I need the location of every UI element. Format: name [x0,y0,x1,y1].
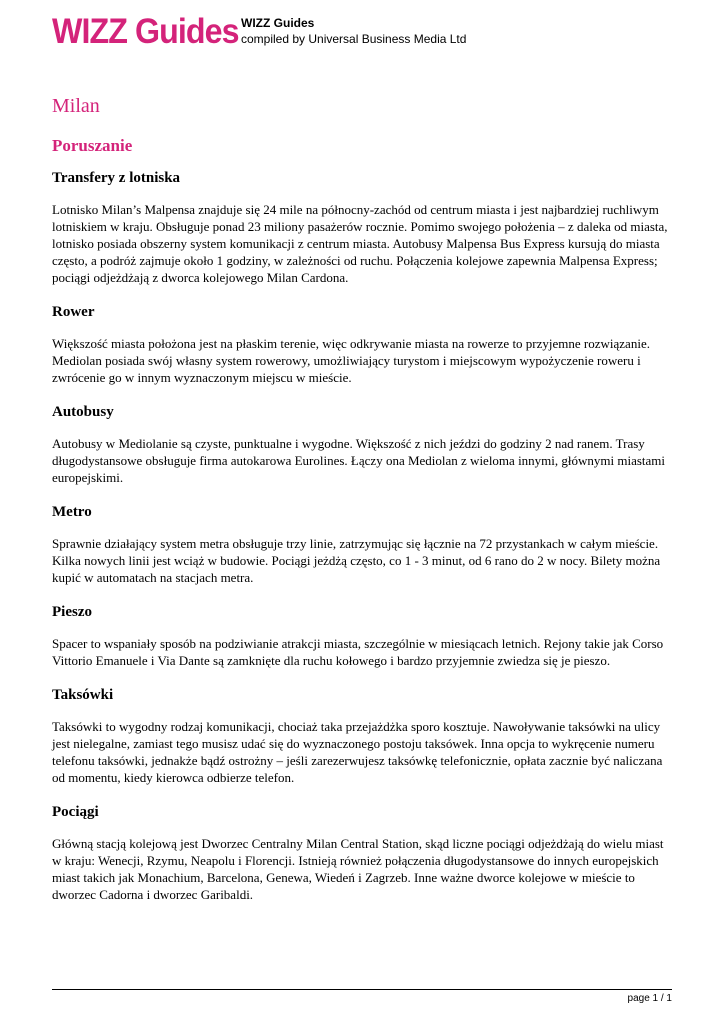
subsection-heading: Autobusy [52,404,114,420]
header-text [241,15,466,47]
section-title: Poruszanie [52,136,133,155]
subsection-text: Lotnisko Milan’s Malpensa znajduje się 24 mile na północny-zachód od centrum miasta i jest najbardziej ruchliwym lotniskiem w kraju. Obsługuje ponad 23 miliony pasażerów rocznie. Pomimo swojego położenia – z daleka od miasta, lotnisko posiada obszerny system komunikacji z centrum miasta. Autobusy Malpensa Bus Express kursują do miasta często, a podróż zajmuje około 1 godziny, w zależności od ruchu. Połączenia kolejowe zapewnia Malpensa Express; pociągi odjeżdżają z dworca kolejowego Milan Cardona. [52,202,668,285]
footer-divider [52,989,672,990]
subsection-heading: Pociągi [52,804,99,820]
subsection-text: Autobusy w Mediolanie są czyste, punktualne i wygodne. Większość z nich jeździ do godziny 2 nad ranem. Trasy długodystansowe obsługuje firma autokarowa Eurolines. Łączy ona Mediolan z wieloma innymi, głównymi miastami europejskimi. [52,436,666,485]
subsection-heading: Taksówki [52,687,114,703]
subsection-text: Sprawnie działający system metra obsługuje trzy linie, zatrzymując się łącznie na 72 przystankach w całym mieście. Kilka nowych linii jest wciąż w budowie. Pociągi jeżdżą często, co 1 - 3 minut, od 6 rano do 2 w nocy. Bilety można kupić w automatach na stacjach metra. [52,536,661,585]
subsection-walking [52,602,672,669]
document-content [52,92,672,903]
city-title: Milan [52,95,100,117]
subsection-heading: Pieszo [52,604,92,620]
subsection-text: Spacer to wspaniały sposób na podziwianie atrakcji miasta, szczególnie w miesiącach letnich. Rejony takie jak Corso Vittorio Emanuele i Via Dante są zamknięte dla ruchu kołowego i bardzo przyjemnie zwiedza się je pieszo. [52,636,664,668]
subsection-buses [52,402,672,486]
subsection-heading: Transfery z lotniska [52,170,181,186]
header-title: WIZZ Guides [241,16,315,30]
subsection-metro [52,502,672,586]
subsection-trains [52,802,672,903]
subsection-heading: Rower [52,304,95,320]
subsection-bike [52,302,672,386]
subsection-heading: Metro [52,504,92,520]
wizz-guides-logo: WIZZ Guides [52,12,239,51]
subsection-airport-transfers [52,168,672,286]
subsection-text: Główną stacją kolejową jest Dworzec Centralny Milan Central Station, skąd liczne pociągi odjeżdżają do wielu miast w kraju: Wenecji, Rzymu, Neapolu i Florencji. Istnieją również połączenia długodystansowe do innych europejskich miast takich jak Monachium, Barcelona, Genewa, Wiedeń i Zagrzeb. Inne ważne dworce kolejowe w mieście to dworzec Cadorna i dworzec Garibaldi. [52,836,664,902]
subsection-text: Taksówki to wygodny rodzaj komunikacji, chociaż taka przejażdżka sporo kosztuje. Nawoływanie taksówki na ulicy jest nielegalne, zamiast tego musisz udać się do wyznaczonego postoju taksówek. Inna opcja to wykręcenie numeru telefonu taksówki, jednakże bądź ostrożny – jeśli zarezerwujesz taksówkę telefonicznie, opłata zacznie być naliczana od momentu, kiedy kierowca odbierze telefon. [52,719,663,785]
page-number: page 1 / 1 [627,993,672,1004]
subsection-taxis [52,685,672,786]
subsection-text: Większość miasta położona jest na płaskim terenie, więc odkrywanie miasta na rowerze to przyjemne rozwiązanie. Mediolan posiada swój własny system rowerowy, umożliwiający turystom i miejscowym wypożyczenie roweru i zwrócenie go w innym wyznaczonym miejscu w mieście. [52,336,650,385]
header-subtitle: compiled by Universal Business Media Ltd [241,32,467,46]
